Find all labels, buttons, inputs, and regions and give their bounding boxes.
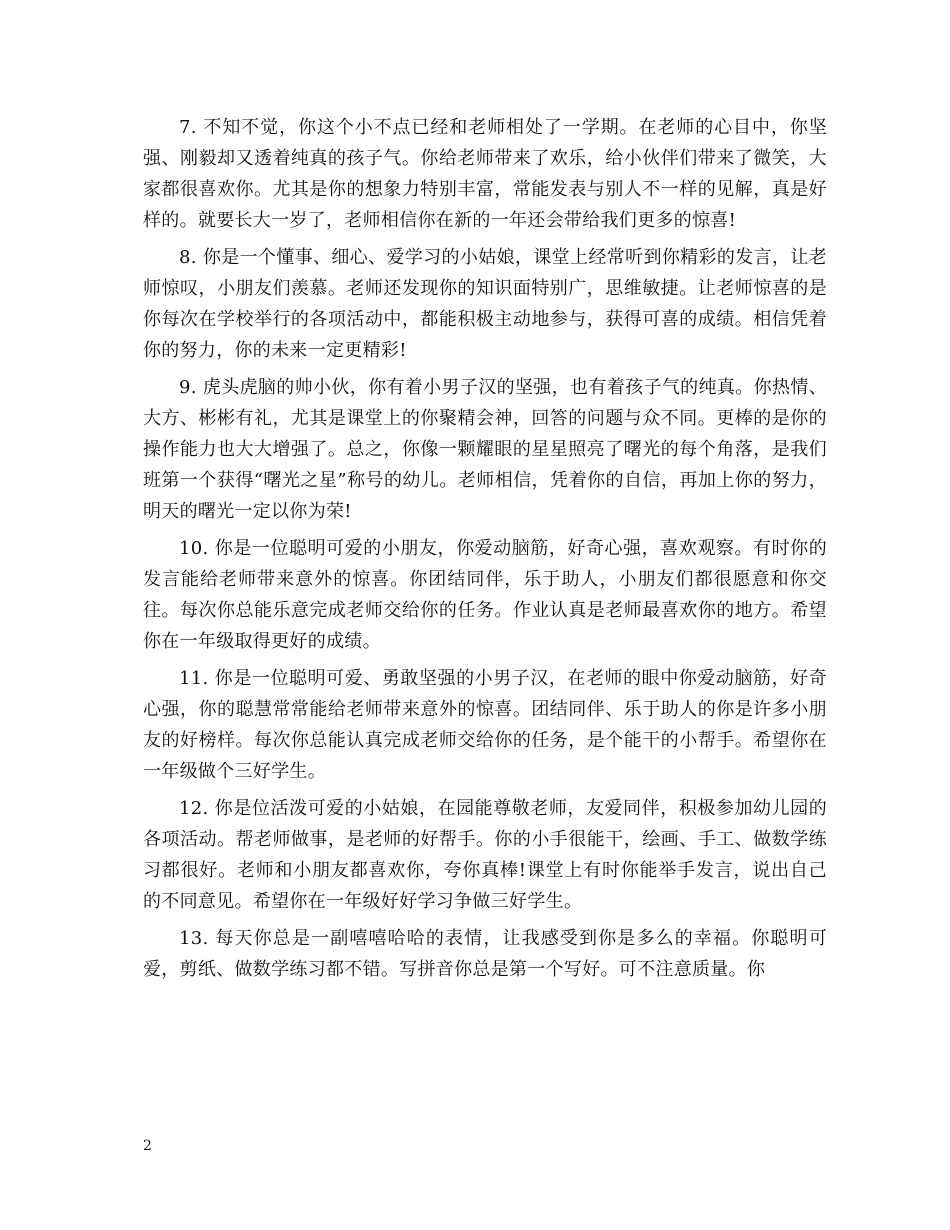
paragraph-11: 11. 你是一位聪明可爱、勇敢坚强的小男子汉，在老师的眼中你爱动脑筋，好奇心强，你的聪慧常常能给老师带来意外的惊喜。团结同伴、乐于助人的你是许多小朋友的好榜样。每次你总能认真完成老师交给你的任务，是个能干的小帮手。希望你在一年级做个三好学生。 <box>143 668 827 782</box>
paragraph-12: 12. 你是位活泼可爱的小姑娘，在园能尊敬老师，友爱同伴，积极参加幼儿园的各项活动。帮老师做事，是老师的好帮手。你的小手很能干，绘画、手工、做数学练习都很好。老师和小朋友都喜欢你，夸你真棒!课堂上有时你能举手发言，说出自己的不同意见。希望你在一年级好好学习争做三好学生。 <box>143 798 827 912</box>
paragraph-9: 9. 虎头虎脑的帅小伙，你有着小男子汉的坚强，也有着孩子气的纯真。你热情、大方、彬彬有礼，尤其是课堂上的你聚精会神，回答的问题与众不同。更棒的是你的操作能力也大大增强了。总之，你像一颗耀眼的星星照亮了曙光的每个角落，是我们班第一个获得“曙光之星”称号的幼儿。老师相信，凭着你的自信，再加上你的努力，明天的曙光一定以你为荣! <box>143 377 827 522</box>
paragraph-7: 7. 不知不觉，你这个小不点已经和老师相处了一学期。在老师的心目中，你坚强、刚毅却又透着纯真的孩子气。你给老师带来了欢乐，给小伙伴们带来了微笑，大家都很喜欢你。尤其是你的想象力特别丰富，常能发表与别人不一样的见解，真是好样的。就要长大一岁了，老师相信你在新的一年还会带给我们更多的惊喜! <box>143 117 827 231</box>
paragraph-13: 13. 每天你总是一副嘻嘻哈哈的表情，让我感受到你是多么的幸福。你聪明可爱，剪纸、做数学练习都不错。写拼音你总是第一个写好。可不注意质量。你 <box>143 928 827 980</box>
paragraph-8: 8. 你是一个懂事、细心、爱学习的小姑娘，课堂上经常听到你精彩的发言，让老师惊叹，小朋友们羡慕。老师还发现你的知识面特别广，思维敏捷。让老师惊喜的是你每次在学校举行的各项活动中，都能积极主动地参与，获得可喜的成绩。相信凭着你的努力，你的未来一定更精彩! <box>143 247 827 361</box>
page-number: 2 <box>143 1138 152 1154</box>
paragraph-10: 10. 你是一位聪明可爱的小朋友，你爱动脑筋，好奇心强，喜欢观察。有时你的发言能给老师带来意外的惊喜。你团结同伴，乐于助人，小朋友们都很愿意和你交往。每次你总能乐意完成老师交给你的任务。作业认真是老师最喜欢你的地方。希望你在一年级取得更好的成绩。 <box>143 538 827 652</box>
document-body <box>143 112 827 991</box>
